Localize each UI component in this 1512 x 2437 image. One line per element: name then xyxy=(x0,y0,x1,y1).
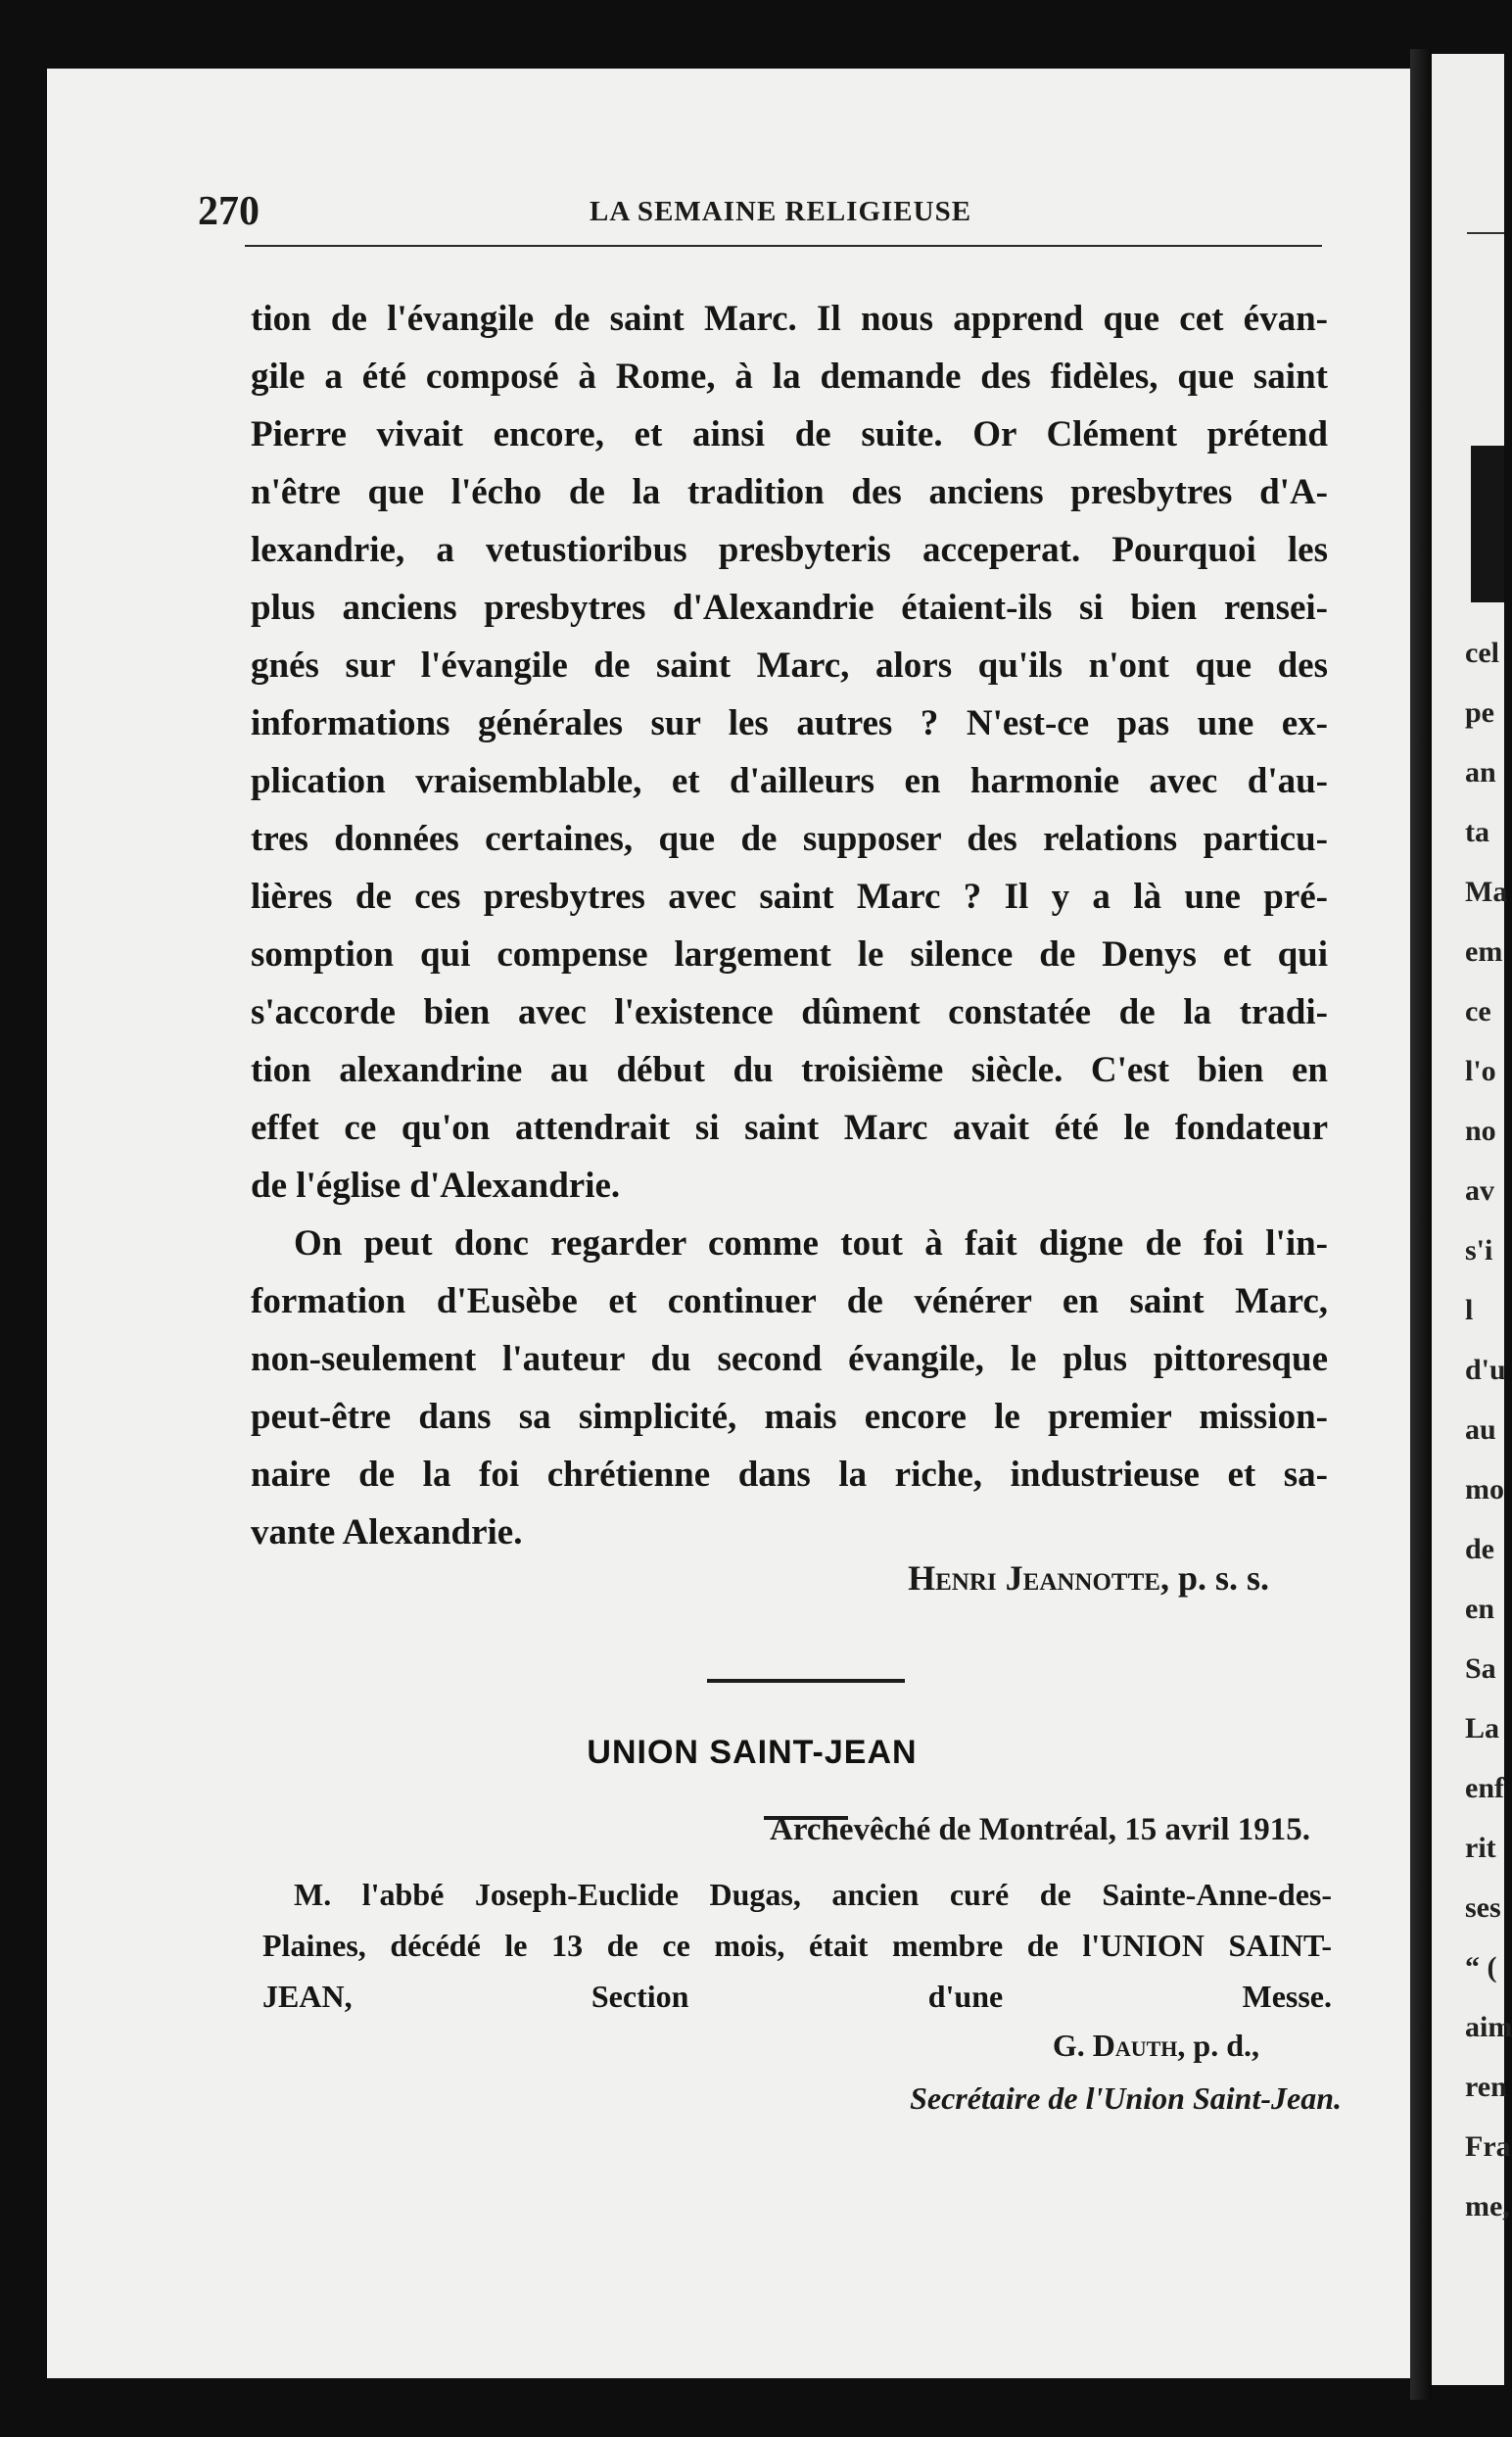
article-body xyxy=(251,290,1328,1561)
adjacent-fragment: no xyxy=(1465,1115,1496,1147)
section-separator xyxy=(707,1679,905,1683)
adjacent-fragment: La xyxy=(1465,1712,1500,1744)
body-line: gnés sur l'évangile de saint Marc, alors qu'ils n'ont que des xyxy=(251,645,1328,686)
body-line: n'être que l'écho de la tradition des anciens presbytres d'A- xyxy=(251,472,1328,512)
body-line: informations générales sur les autres ? N'est-ce pas une ex- xyxy=(251,703,1328,743)
signer-name: G. Dauth, xyxy=(1052,2028,1186,2063)
adjacent-fragment: pe xyxy=(1465,696,1494,729)
adjacent-fragment: “ ( xyxy=(1465,1951,1497,1983)
notice-signature xyxy=(1053,2028,1259,2064)
body-line: tres données certaines, que de supposer des relations particu- xyxy=(251,819,1328,859)
adjacent-fragment: aim xyxy=(1465,2011,1512,2043)
body-line: somption qui compense largement le silence de Denys et qui xyxy=(251,934,1328,975)
signer-title: Secrétaire de l'Union Saint-Jean. xyxy=(910,2080,1342,2116)
body-line: plus anciens presbytres d'Alexandrie étaient-ils si bien rensei- xyxy=(251,588,1328,628)
adjacent-fragment: en xyxy=(1465,1593,1494,1625)
body-line: On peut donc regarder comme tout à fait digne de foi l'in- xyxy=(294,1223,1328,1264)
body-line: tion alexandrine au début du troisième siècle. C'est bien en xyxy=(251,1050,1328,1090)
header-rule xyxy=(245,245,1322,247)
body-line: formation d'Eusèbe et continuer de vénérer en saint Marc, xyxy=(251,1281,1328,1321)
notice-line: JEAN, Section d'une Messe. xyxy=(262,1979,1332,2014)
body-line: effet ce qu'on attendrait si saint Marc avait été le fondateur xyxy=(251,1108,1328,1148)
adjacent-fragment: s'i xyxy=(1465,1234,1493,1266)
adjacent-fragment: rit xyxy=(1465,1832,1496,1864)
adjacent-fragment: av xyxy=(1465,1174,1494,1207)
adjacent-fragment: an xyxy=(1465,756,1496,788)
body-line: plication vraisemblable, et d'ailleurs en harmonie avec d'au- xyxy=(251,761,1328,801)
body-line: lières de ces presbytres avec saint Marc ? Il y a là une pré- xyxy=(251,877,1328,917)
adjacent-fragment: l xyxy=(1465,1294,1474,1326)
author-name: Henri Jeannotte, xyxy=(908,1558,1169,1598)
adjacent-page-edge xyxy=(1432,54,1512,2385)
body-line: s'accorde bien avec l'existence dûment constatée de la tradi- xyxy=(251,992,1328,1032)
adjacent-fragment: cel xyxy=(1465,637,1499,669)
adjacent-fragment: Ma xyxy=(1465,876,1508,908)
adjacent-fragment: mo xyxy=(1465,1473,1504,1505)
page-header xyxy=(198,188,1314,247)
adjacent-fragment: enf xyxy=(1465,1772,1504,1804)
adjacent-fragment: ce xyxy=(1465,995,1491,1027)
notice-text xyxy=(262,1869,1332,2022)
notice-line: Plaines, décédé le 13 de ce mois, était membre de l'UNION SAINT- xyxy=(262,1928,1332,1963)
running-title: LA SEMAINE RELIGIEUSE xyxy=(590,196,972,227)
body-line: peut-être dans sa simplicité, mais encore le premier mission- xyxy=(251,1397,1328,1437)
signer-suffix: p. d., xyxy=(1193,2028,1259,2063)
body-line: Pierre vivait encore, et ainsi de suite. Or Clément prétend xyxy=(251,414,1328,454)
body-line: vante Alexandrie. xyxy=(251,1512,523,1553)
adjacent-fragment: l'o xyxy=(1465,1055,1496,1087)
adjacent-fragment: Sa xyxy=(1465,1652,1496,1685)
dateline: Archevêché de Montréal, 15 avril 1915. xyxy=(769,1812,1310,1847)
author-suffix: p. s. s. xyxy=(1177,1558,1269,1598)
section-title: UNION SAINT-JEAN xyxy=(587,1734,918,1771)
adjacent-fragment: ses xyxy=(1465,1891,1501,1924)
adjacent-fragment: au xyxy=(1465,1413,1496,1446)
adjacent-header-rule xyxy=(1467,232,1504,234)
body-line: non-seulement l'auteur du second évangile, le plus pittoresque xyxy=(251,1339,1328,1379)
body-line: tion de l'évangile de saint Marc. Il nous apprend que cet évan- xyxy=(251,299,1328,339)
adjacent-fragment: ren xyxy=(1465,2071,1507,2103)
book-gutter xyxy=(1410,49,1432,2400)
body-line: gile a été composé à Rome, à la demande des fidèles, que saint xyxy=(251,357,1328,397)
adjacent-fragment: Fra xyxy=(1465,2130,1511,2163)
adjacent-ornament xyxy=(1471,446,1504,602)
page-number: 270 xyxy=(198,189,260,234)
adjacent-fragment: em xyxy=(1465,935,1503,968)
adjacent-fragment: de xyxy=(1465,1533,1494,1565)
article-signature xyxy=(908,1557,1269,1599)
adjacent-fragment: ta xyxy=(1465,816,1489,848)
body-line: de l'église d'Alexandrie. xyxy=(251,1166,621,1206)
notice-line: M. l'abbé Joseph-Euclide Dugas, ancien curé de Sainte-Anne-des- xyxy=(294,1877,1332,1912)
adjacent-fragment: d'u xyxy=(1465,1354,1506,1386)
body-line: lexandrie, a vetustioribus presbyteris acceperat. Pourquoi les xyxy=(251,530,1328,570)
adjacent-fragment: me, xyxy=(1465,2190,1510,2222)
body-line: naire de la foi chrétienne dans la riche, industrieuse et sa- xyxy=(251,1455,1328,1495)
